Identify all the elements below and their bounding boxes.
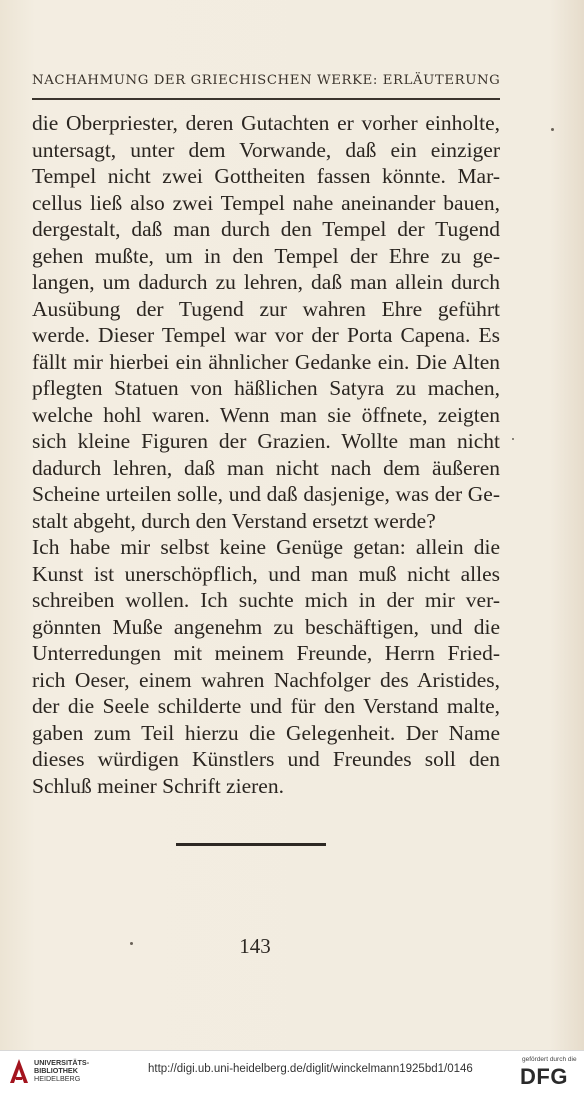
text-line: cellus ließ also zwei Tempel nahe aneinander bauen,	[32, 190, 500, 215]
university-library-logo-icon	[8, 1057, 30, 1085]
text-line: schreiben wollen. Ich suchte mich in der mir ver-	[32, 588, 500, 612]
text-line: der die Seele schilderte und für den Verstand malte,	[32, 694, 500, 718]
text-line: dadurch lehren, daß man nicht nach dem äußeren	[32, 455, 500, 480]
ink-speck	[130, 942, 133, 945]
text-line: gönnten Muße angenehm zu beschäftigen, und die	[32, 614, 500, 639]
text-line: Tempel nicht zwei Gottheiten fassen könnte. Mar-	[32, 164, 500, 188]
text-line: stalt abgeht, durch den Verstand ersetzt werde?	[32, 508, 436, 533]
text-line: welche hohl waren. Wenn man sie öffnete, zeigten	[32, 402, 500, 427]
text-line: werde. Dieser Tempel war vor der Porta Capena. Es	[32, 323, 500, 347]
text-line: die Oberpriester, deren Gutachten er vorher einholte,	[32, 111, 500, 135]
text-line: Ich habe mir selbst keine Genüge getan: allein die	[32, 535, 500, 559]
text-line: gaben zum Teil hierzu die Gelegenheit. Der Name	[32, 720, 500, 745]
text-line: Unterredungen mit meinem Freunde, Herrn Fried-	[32, 641, 500, 665]
text-line: Ausübung der Tugend zur wahren Ehre geführt	[32, 296, 500, 321]
text-line: dieses würdigen Künstlers und Freundes soll den	[32, 747, 500, 771]
dfg-logo: DFG	[520, 1064, 568, 1089]
page-number: 143	[239, 934, 271, 958]
running-head: NACHAHMUNG DER GRIECHISCHEN WERKE: ERLÄUTERUNG	[32, 73, 501, 88]
text-line: untersagt, unter dem Vorwande, daß ein einziger	[32, 137, 500, 162]
ink-speck	[551, 128, 554, 131]
text-line: pflegten Statuen von häßlichen Satyra zu machen,	[32, 376, 500, 400]
text-line: rich Oeser, einem wahren Nachfolger des Aristides,	[32, 667, 500, 692]
ink-speck	[512, 438, 514, 440]
body-text	[32, 110, 500, 799]
text-line: gehen mußte, um in den Tempel der Ehre zu ge-	[32, 243, 500, 268]
text-line: Kunst ist unerschöpflich, und man muß nicht alles	[32, 561, 500, 586]
header-rule	[32, 98, 500, 100]
funding-note: gefördert durch die	[522, 1056, 577, 1063]
text-line: langen, um dadurch zu lehren, daß man allein durch	[32, 270, 500, 294]
end-ornament-rule	[176, 843, 326, 846]
text-line: Scheine urteilen solle, und daß dasjenige, was der Ge-	[32, 482, 500, 506]
digitization-footer	[0, 1050, 584, 1093]
text-line: dergestalt, daß man durch den Tempel der Tugend	[32, 217, 500, 241]
text-line: sich kleine Figuren der Grazien. Wollte man nicht	[32, 429, 500, 453]
text-line: fällt mir hierbei ein ähnlicher Gedanke ein. Die Alten	[32, 349, 500, 374]
text-line: Schluß meiner Schrift zieren.	[32, 773, 284, 798]
library-name: UNIVERSITÄTS- BIBLIOTHEK HEIDELBERG	[34, 1058, 90, 1083]
permalink-url[interactable]: http://digi.ub.uni-heidelberg.de/diglit/winckelmann1925bd1/0146	[148, 1063, 473, 1075]
